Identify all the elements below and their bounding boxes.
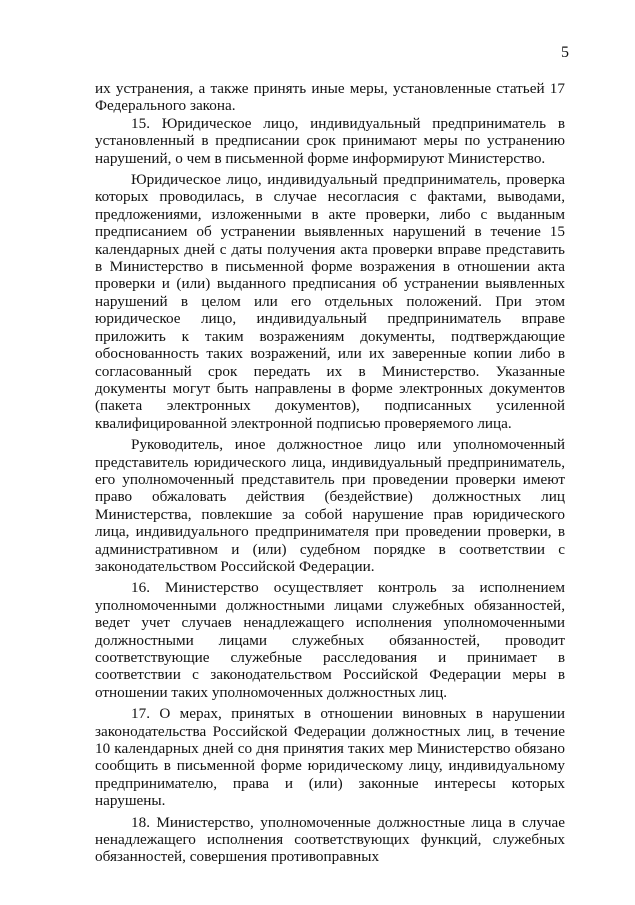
document-body <box>95 80 565 866</box>
paragraph-18: 18. Министерство, уполномоченные должностные лица в случае ненадлежащего исполнения соответствующих функций, служебных обязанностей, совершения противоправных <box>95 813 565 866</box>
paragraph-17: 17. О мерах, принятых в отношении виновных в нарушении законодательства Российской Федерации должностных лиц, в течение 10 календарных дней со дня принятия таких мер Министерство обязано сообщить в письменной форме юридическому лицу, индивидуальному предпринимателю, права и (или) законные интересы которых нарушены. <box>95 705 565 810</box>
paragraph-continuation: их устранения, а также принять иные меры, установленные статьей 17 Федерального закона. <box>95 80 565 115</box>
paragraph-16: 16. Министерство осуществляет контроль за исполнением уполномоченными должностными лицами служебных обязанностей, ведет учет случаев ненадлежащего исполнения уполномоченными должностными лицами служебных обязанностей, проводит соответствующие служебные расследования и принимает в соответствии с законодательством Российской Федерации меры в отношении таких уполномоченных должностных лиц. <box>95 579 565 701</box>
page-number: 5 <box>561 44 569 61</box>
paragraph-appeal-rights: Руководитель, иное должностное лицо или уполномоченный представитель юридического лица, индивидуальный предприниматель, его уполномоченный представитель при проведении проверки имеют право обжаловать действия (бездействие) должностных лиц Министерства, повлекшие за собой нарушение прав юридического лица, индивидуального предпринимателя при проведении проверки, в административном и (или) судебном порядке в соответствии с законодательством Российской Федерации. <box>95 436 565 575</box>
paragraph-objections: Юридическое лицо, индивидуальный предприниматель, проверка которых проводилась, в случае несогласия с фактами, выводами, предложениями, изложенными в акте проверки, либо с выданным предписанием об устранении выявленных нарушений в течение 15 календарных дней с даты получения акта проверки вправе представить в Министерство в письменной форме возражения в отношении акта проверки и (или) выданного предписания об устранении выявленных нарушений в целом или его отдельных положений. При этом юридическое лицо, индивидуальный предприниматель вправе приложить к таким возражениям документы, подтверждающие обоснованность таких возражений, или их заверенные копии либо в согласованный срок передать их в Министерство. Указанные документы могут быть направлены в форме электронных документов (пакета электронных документов), подписанных усиленной квалифицированной электронной подписью проверяемого лица. <box>95 171 565 432</box>
paragraph-15: 15. Юридическое лицо, индивидуальный предприниматель в установленный в предписании срок принимают меры по устранению нарушений, о чем в письменной форме информируют Министерство. <box>95 114 565 167</box>
